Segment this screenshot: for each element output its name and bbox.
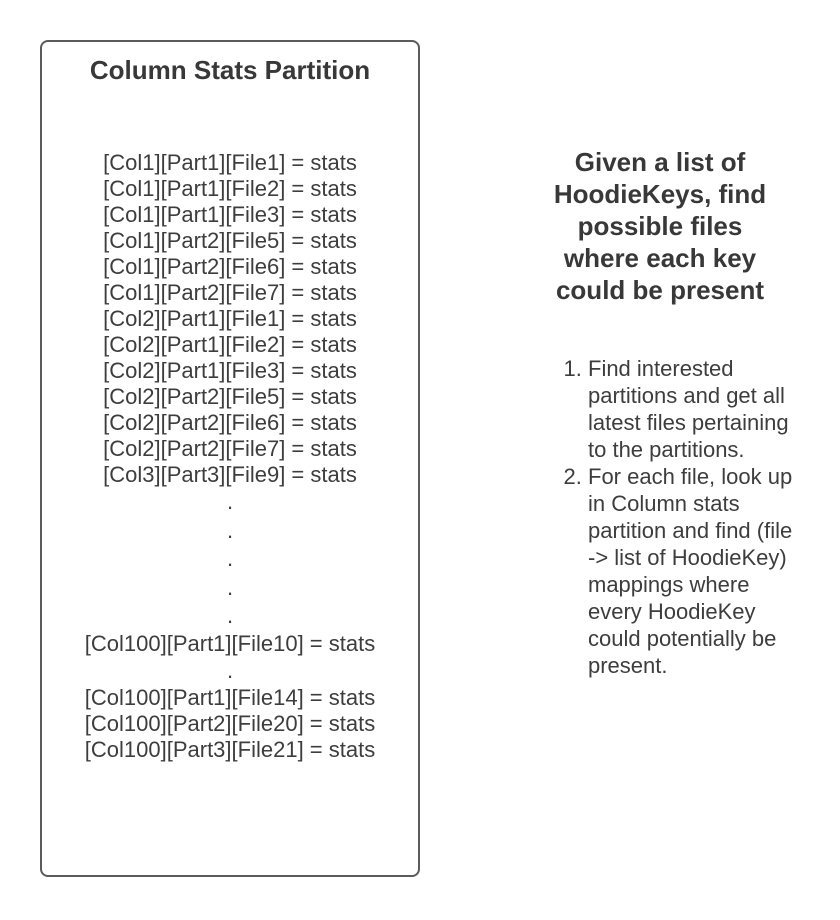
stats-entry: [Col2][Part2][File7] = stats [103,436,357,461]
stats-entry: [Col3][Part3][File9] = stats [103,462,357,487]
stats-entry: [Col100][Part1][File10] = stats [84,630,376,656]
stats-entry: [Col100][Part3][File21] = stats [84,737,376,762]
stats-entry: . [226,574,234,600]
stats-entry: . [226,657,234,683]
stats-entry: . [226,489,234,514]
step-item: 2. For each file, look up in Column stats partition and find (file -> list of HoodieKey) mappings where every HoodieKey could potentially be present. [588,463,802,679]
stats-entry: [Col1][Part2][File6] = stats [103,254,357,279]
stats-entry: [Col1][Part2][File7] = stats [103,280,357,305]
task-heading: Given a list of HoodieKeys, find possible files where each key could be present [553,147,767,305]
stats-entry: [Col2][Part1][File1] = stats [103,306,357,331]
stats-entry: [Col2][Part1][File2] = stats [103,332,357,357]
stats-entry: [Col100][Part2][File20] = stats [84,711,376,736]
box-title: Column Stats Partition [89,55,371,85]
step-item: 1. Find interested partitions and get all latest files pertaining to the partitions. [588,355,802,463]
stats-entry: [Col1][Part1][File1] = stats [103,150,357,175]
stats-entries-list [42,150,418,763]
stats-entry: . [226,517,234,543]
stats-entry: [Col2][Part2][File5] = stats [103,384,357,409]
stats-entry: [Col1][Part2][File5] = stats [103,228,357,253]
stats-entry: [Col1][Part1][File3] = stats [103,202,357,227]
column-stats-partition-box [40,40,420,877]
stats-entry: [Col1][Part1][File2] = stats [103,176,357,201]
stats-entry: . [226,546,234,571]
stats-entry: . [226,603,234,628]
stats-entry: [Col100][Part1][File14] = stats [84,685,376,710]
stats-entry: [Col2][Part1][File3] = stats [103,358,357,383]
steps-list [562,355,802,679]
stats-entry: [Col2][Part2][File6] = stats [103,410,357,435]
